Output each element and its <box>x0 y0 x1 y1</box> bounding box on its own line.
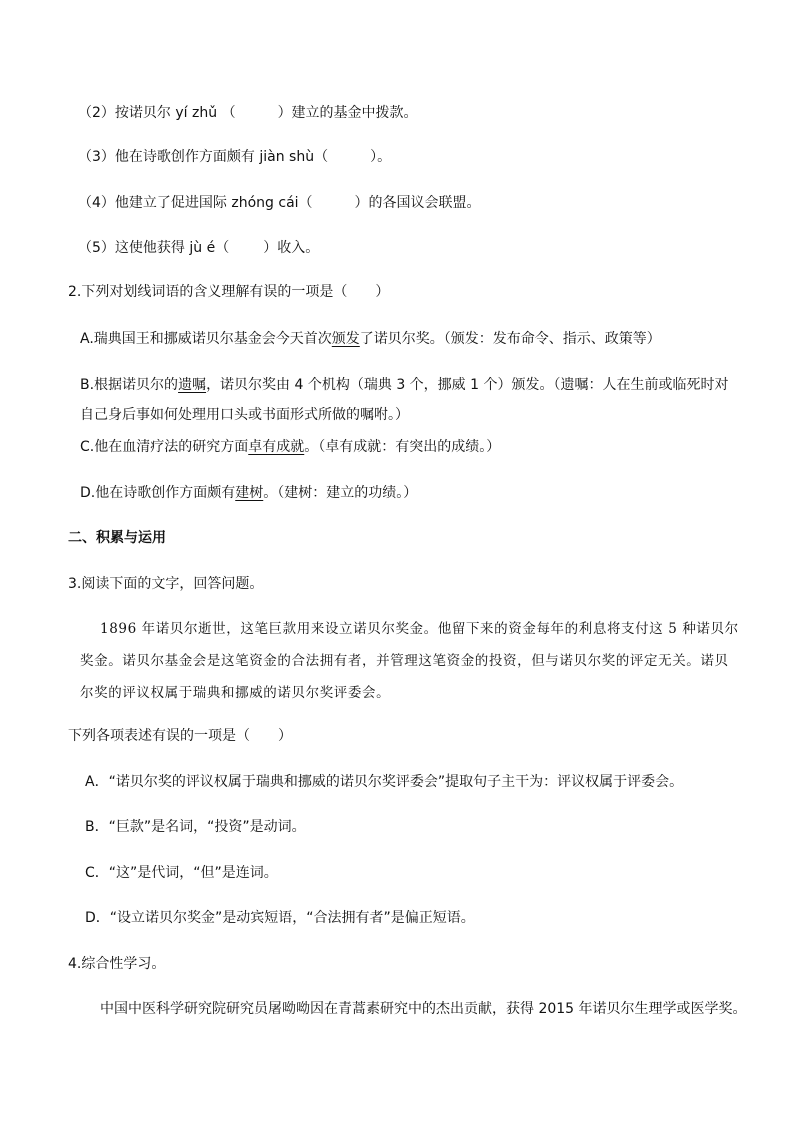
q2-option-b-continued: 自己身后事如何处理用口头或书面形式所做的嘱咐。） <box>80 407 409 423</box>
underlined-word: 建树 <box>235 485 264 501</box>
q3-option-c: C．“这”是代词，“但”是连词。 <box>85 865 278 881</box>
q1-item-3: （3）他在诗歌创作方面颇有 jiàn shù（ ）。 <box>78 149 392 165</box>
pinyin: jù é <box>189 240 216 256</box>
q4-stem: 4.综合性学习。 <box>68 956 166 972</box>
section-title: 二、积累与运用 <box>68 530 166 546</box>
q1-item-5: （5）这使他获得 jù é（ ）收入。 <box>78 240 320 256</box>
q4-text: 中国中医科学研究院研究员屠呦呦因在青蒿素研究中的杰出贡献，获得 2015 年诺贝尔生理学或医学奖。 <box>100 1001 747 1017</box>
q2-option-d: D.他在诗歌创作方面颇有建树。（建树：建立的功绩。） <box>80 485 418 501</box>
q3-stem: 3.阅读下面的文字，回答问题。 <box>68 576 264 592</box>
q2-option-b: B.根据诺贝尔的遗嘱，诺贝尔奖由 4 个机构（瑞典 3 个，挪威 1 个）颁发。（遗嘱：人在生前或临死时对 <box>80 377 729 393</box>
underlined-word: 卓有成就 <box>248 439 305 455</box>
underlined-word: 遗嘱 <box>178 377 207 393</box>
q3-passage-line-1: 1896 年诺贝尔逝世，这笔巨款用来设立诺贝尔奖金。他留下来的资金每年的利息将支付这 5 种诺贝尔 <box>100 621 739 637</box>
q1-item-4: （4）他建立了促进国际 zhóng cái（ ）的各国议会联盟。 <box>78 195 481 211</box>
q3-passage-line-3: 尔奖的评议权属于瑞典和挪威的诺贝尔奖评委会。 <box>80 685 391 701</box>
q3-option-d: D．“设立诺贝尔奖金”是动宾短语，“合法拥有者”是偏正短语。 <box>85 910 475 926</box>
q3-option-a: A．“诺贝尔奖的评议权属于瑞典和挪威的诺贝尔奖评委会”提取句子主干为：评议权属于评委会。 <box>85 774 684 790</box>
q3-passage-line-2: 奖金。诺贝尔基金会是这笔资金的合法拥有者，并管理这笔资金的投资，但与诺贝尔奖的评定无关。诺贝 <box>80 653 729 669</box>
pinyin: yí zhǔ <box>175 105 218 121</box>
pinyin: zhóng cái <box>231 195 299 211</box>
underlined-word: 颁发 <box>331 331 360 347</box>
q2-option-c: C.他在血清疗法的研究方面卓有成就。（卓有成就：有突出的成绩。） <box>80 439 501 455</box>
q2-option-a: A.瑞典国王和挪威诺贝尔基金会今天首次颁发了诺贝尔奖。（颁发：发布命令、指示、政策等） <box>80 331 661 347</box>
q3-option-b: B．“巨款”是名词，“投资”是动词。 <box>85 819 306 835</box>
q2-stem: 2.下列对划线词语的含义理解有误的一项是（ ） <box>68 284 390 300</box>
pinyin: jiàn shù <box>259 149 315 165</box>
q1-item-2: （2）按诺贝尔 yí zhǔ （ ）建立的基金中拨款。 <box>78 105 418 121</box>
q3-question: 下列各项表述有误的一项是（ ） <box>68 728 292 744</box>
